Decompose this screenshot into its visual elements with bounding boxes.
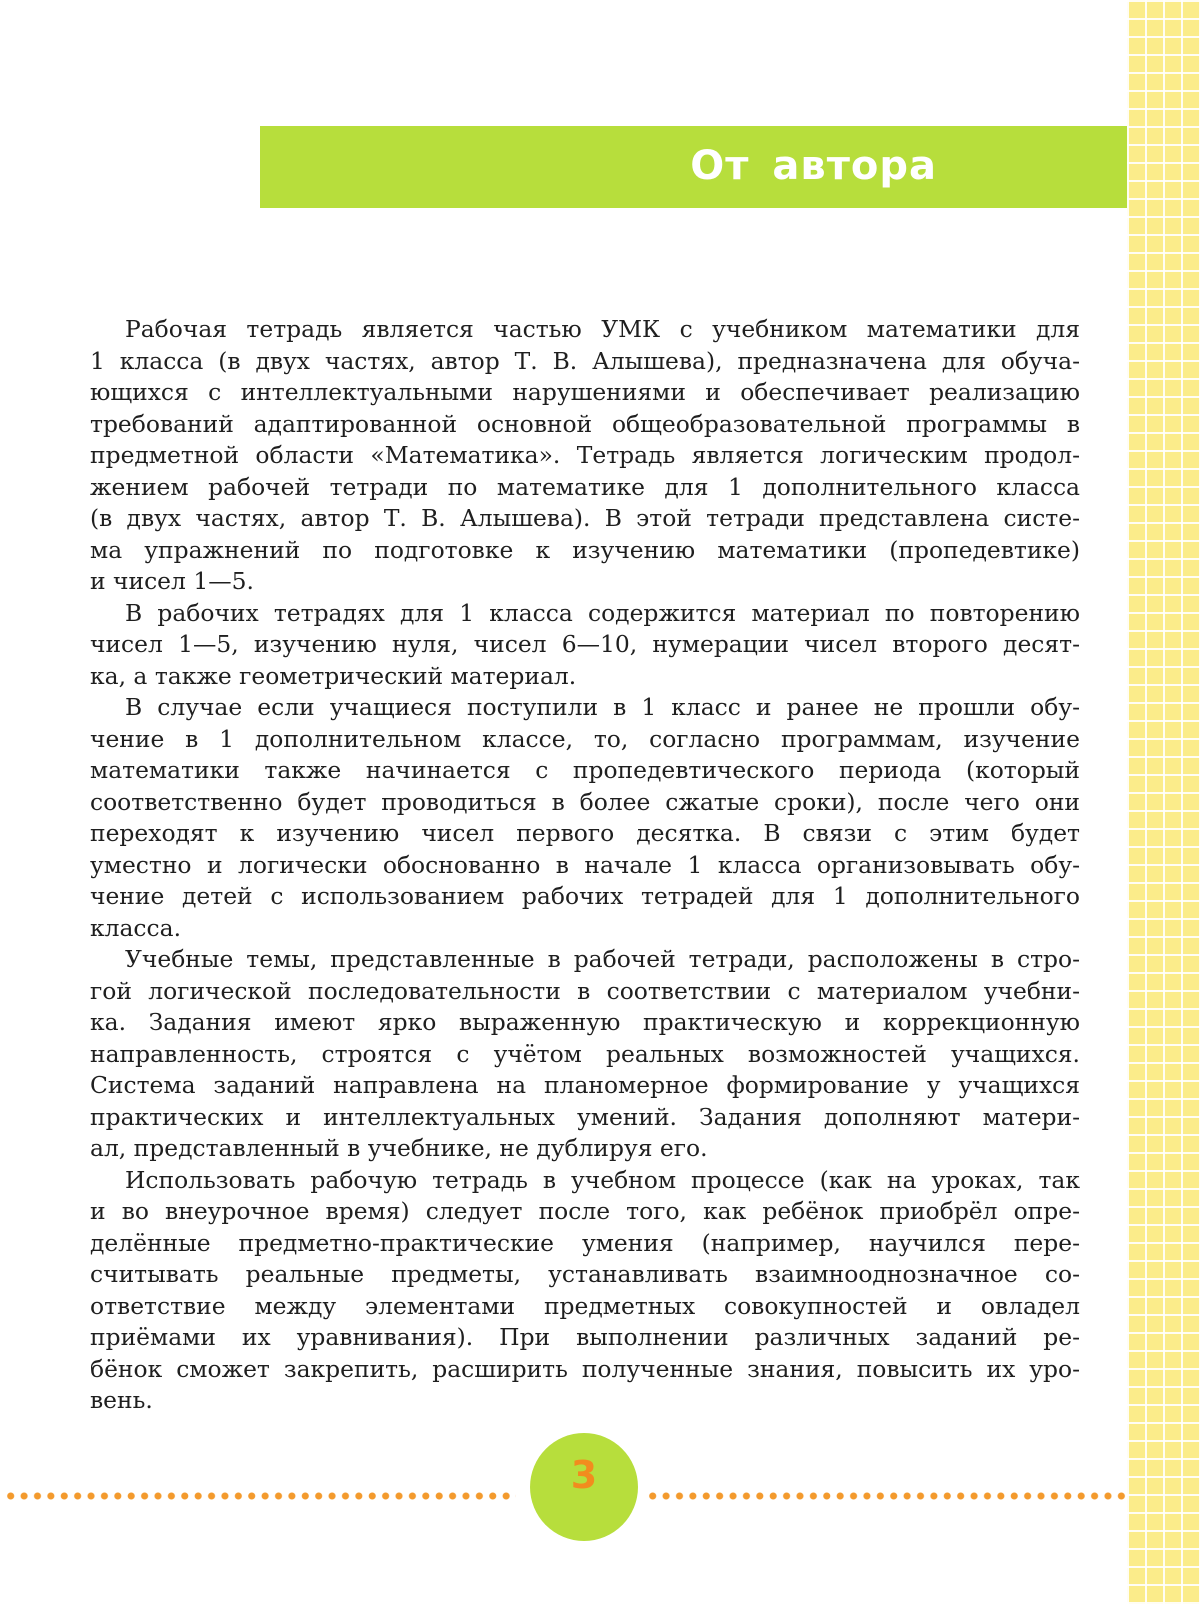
text-line: и чисел 1—5.	[90, 567, 254, 595]
text-line: класса.	[90, 913, 182, 942]
text-line: Учебные темы, представленные в рабочей тетради, расположены в стро-	[125, 945, 1080, 973]
text-line: ответствие между элементами предметных совокупностей и овладел	[90, 1291, 1080, 1320]
text-line: чение в 1 дополнительном классе, то, согласно программам, изучение	[90, 724, 1080, 753]
text-line: чение детей с использованием рабочих тетрадей для 1 дополнительного	[90, 882, 1080, 910]
text-line: ма упражнений по подготовке к изучению математики (пропедевтике)	[90, 535, 1080, 564]
page-title: От автора	[690, 143, 937, 189]
text-line: чисел 1—5, изучению нуля, чисел 6—10, нумерации чисел второго десят-	[90, 630, 1080, 658]
text-line: жением рабочей тетради по математике для 1 дополнительного класса	[90, 472, 1080, 501]
text-line: предметной области «Математика». Тетрадь является логическим продол-	[90, 441, 1080, 469]
text-line: направленность, строятся с учётом реальных возможностей учащихся.	[90, 1039, 1080, 1068]
text-line: Рабочая тетрадь является частью УМК с учебником математики для	[125, 315, 1080, 343]
text-line: гой логической последовательности в соответствии с материалом учебни-	[90, 976, 1080, 1005]
text-line: бёнок сможет закрепить, расширить полученные знания, повысить их уро-	[90, 1354, 1080, 1383]
footer-dots-left	[4, 1491, 516, 1501]
text-line: ющихся с интеллектуальными нарушениями и обеспечивает реализацию	[90, 378, 1080, 406]
text-line: Использовать рабочую тетрадь в учебном процессе (как на уроках, так	[125, 1165, 1080, 1194]
text-line: требований адаптированной основной общеобразовательной программы в	[90, 409, 1080, 438]
text-line: соответственно будет проводиться в более сжатые сроки), после чего они	[90, 787, 1080, 816]
text-line: делённые предметно-практические умения (например, научился пере-	[90, 1228, 1080, 1257]
text-line: вень.	[90, 1386, 153, 1414]
page-number-badge	[530, 1433, 638, 1541]
page-number: 3	[570, 1453, 598, 1497]
paragraph	[90, 314, 1080, 598]
paragraph	[90, 944, 1080, 1165]
title-banner	[260, 126, 1127, 208]
text-line: и во внеурочное время) следует после того, как ребёнок приобрёл опре-	[90, 1197, 1080, 1225]
text-line: ал, представленный в учебнике, не дублируя его.	[90, 1134, 708, 1162]
text-line: практических и интеллектуальных умений. Задания дополняют матери-	[90, 1102, 1080, 1131]
text-line: В рабочих тетрадях для 1 класса содержится материал по повторению	[125, 598, 1080, 627]
paragraph	[90, 1165, 1080, 1417]
text-line: математики также начинается с пропедевтического периода (который	[90, 756, 1080, 784]
text-line: приёмами их уравнивания). При выполнении различных заданий ре-	[90, 1323, 1080, 1351]
text-line: В случае если учащиеся поступили в 1 класс и ранее не прошли обу-	[125, 693, 1080, 721]
text-line: считывать реальные предметы, устанавливать взаимнооднозначное со-	[90, 1260, 1080, 1288]
paragraph	[90, 598, 1080, 693]
text-line: переходят к изучению чисел первого десятка. В связи с этим будет	[90, 819, 1080, 847]
text-line: Система заданий направлена на планомерное формирование у учащихся	[90, 1071, 1080, 1099]
footer-dots-right	[646, 1491, 1128, 1501]
body-text	[90, 314, 1080, 1417]
grid-margin-decoration	[1127, 0, 1200, 1604]
text-line: ка. Задания имеют ярко выраженную практическую и коррекционную	[90, 1008, 1080, 1036]
text-line: уместно и логически обоснованно в начале 1 класса организовывать обу-	[90, 850, 1080, 879]
text-line: 1 класса (в двух частях, автор Т. В. Алышева), предназначена для обуча-	[90, 346, 1080, 375]
text-line: (в двух частях, автор Т. В. Алышева). В этой тетради представлена систе-	[90, 504, 1080, 532]
paragraph	[90, 692, 1080, 944]
text-line: ка, а также геометрический материал.	[90, 661, 577, 690]
